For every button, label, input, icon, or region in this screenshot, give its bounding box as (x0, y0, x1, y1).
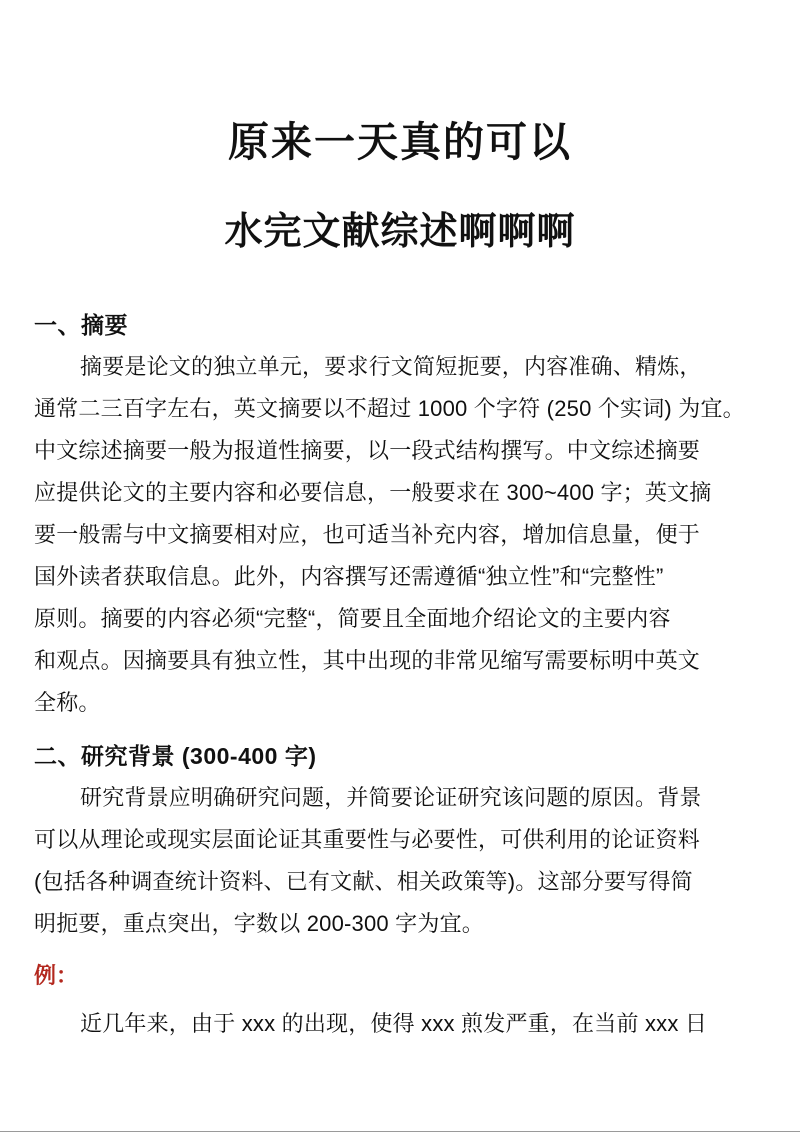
text-line: 近几年来，由于 xxx 的出现，使得 xxx 煎发严重，在当前 xxx 日 (80, 1011, 708, 1037)
document-title-line-2: 水完文献综述啊啊啊 (224, 211, 576, 254)
text-line: 国外读者获取信息。此外，内容撰写还需遵循“独立性”和“完整性” (34, 564, 664, 590)
section-heading-research-background: 二、研究背景 (300-400 字) (34, 743, 317, 770)
text-line: 应提供论文的主要内容和必要信息，一般要求在 300~400 字；英文摘 (34, 480, 712, 506)
text-line: (包括各种调查统计资料、已有文献、相关政策等)。这部分要写得简 (34, 869, 693, 895)
example-label: 例： (34, 963, 79, 989)
section-abstract (34, 307, 745, 724)
text-line: 原则。摘要的内容必须“完整“，简要且全面地介绍论文的主要内容 (34, 606, 671, 632)
text-line: 摘要是论文的独立单元，要求行文简短扼要，内容准确、精炼， (80, 354, 702, 380)
text-line: 和观点。因摘要具有独立性，其中出现的非常见缩写需要标明中英文 (34, 648, 701, 674)
paragraph-research-background (34, 777, 702, 945)
text-line: 研究背景应明确研究问题，并简要论证研究该问题的原因。背景 (80, 785, 702, 811)
paragraph-abstract (34, 346, 745, 724)
text-line: 通常二三百字左右，英文摘要以不超过 1000 个字符 (250 个实词) 为宜。 (34, 396, 745, 422)
text-line: 明扼要，重点突出，字数以 200-300 字为宜。 (34, 911, 484, 937)
text-line: 要一般需与中文摘要相对应，也可适当补充内容，增加信息量，便于 (34, 522, 701, 548)
document-title-line-1: 原来一天真的可以 (228, 119, 572, 165)
text-line: 中文综述摘要一般为报道性摘要，以一段式结构撰写。中文综述摘要 (34, 438, 701, 464)
paragraph-example (34, 1003, 708, 1045)
document-title-block (0, 0, 800, 255)
document-body (0, 307, 800, 1045)
text-line: 全称。 (34, 690, 101, 716)
section-heading-abstract: 一、摘要 (34, 312, 128, 339)
text-line: 可以从理论或现实层面论证其重要性与必要性，可供利用的论证资料 (34, 827, 701, 853)
section-research-background (34, 738, 708, 1045)
